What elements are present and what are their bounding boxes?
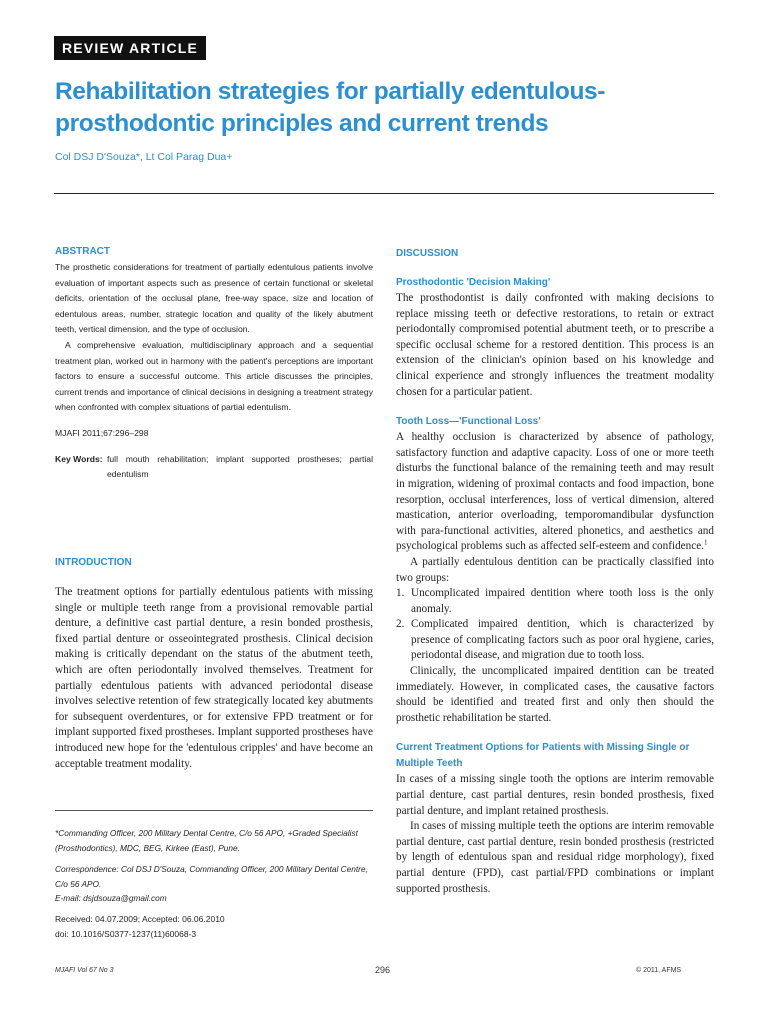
list-item: [396, 617, 714, 664]
email-note: E-mail: dsjdsouza@gmail.com: [55, 893, 167, 904]
abstract-section: [55, 246, 373, 483]
correspondence-note: Correspondence: Col DSJ D'Souza, Commanding Officer, 200 Military Dental Centre, C/o 56 APO.: [55, 864, 368, 889]
introduction-paragraph: The treatment options for partially edentulous patients with missing single or multiple teeth range from a provisional removable partial denture, a definitive cast partial denture, a resin bonded prosthesis, fixed partial denture or osseointegrated prosthesis. Clinical decision making is critically dependant on the status of the abutment teeth, which are often periodontally involved themselves. Treatment for partially edentulous patients with advanced periodontal disease involves selective retention of few strategically located key abutments for subsequent overdentures, or for extensive FPD treatment or for implant supported fixed prostheses. Implant supported prostheses have introduced new hope for the 'edentulous cripples' and have become an acceptable treatment modality.: [55, 586, 373, 770]
list-text: Uncomplicated impaired dentition where tooth loss is the only anomaly.: [411, 587, 714, 615]
subheading-decision-making: Prosthodontic 'Decision Making': [396, 277, 551, 288]
article-title: Rehabilitation strategies for partially edentulous-prosthodontic principles and current trends: [55, 78, 606, 137]
page-number: 296: [375, 965, 391, 975]
citation: MJAFI 2011;67:296–298: [55, 427, 149, 438]
discussion-section: [396, 248, 714, 897]
footnote-divider: [55, 810, 373, 811]
affiliation-note: *Commanding Officer, 200 Military Dental Centre, C/o 56 APO, +Graded Specialist (Prosthodontics), MDC, BEG, Kirkee (East), Pune.: [55, 828, 358, 853]
article-type-badge: REVIEW ARTICLE: [54, 36, 206, 60]
keywords-label: Key Words:: [55, 453, 103, 464]
doi: doi: 10.1016/S0377-1237(11)60068-3: [55, 928, 197, 939]
footnotes: [55, 826, 373, 941]
introduction-heading: INTRODUCTION: [55, 557, 132, 568]
title-divider: [54, 193, 714, 194]
list-item: [396, 586, 714, 617]
keywords-text: full mouth rehabilitation; implant supported prostheses; partial edentulism: [107, 453, 373, 480]
keywords: [55, 452, 373, 483]
tooth-loss-text: A healthy occlusion is characterized by absence of pathology, satisfactory function and adaptive capacity. Loss of one or more teeth disturbs the functional balance of the remaining teeth and may result in migration, widening of proximal contacts and food impaction, bone resorption, occlusal interferences, loss of vertical dimension, altered mastication, anterior overloading, temporomandibular dysfunction with para-functional activities, altered phonetics, and aesthetics and psychological problems such as affected self-esteem and confidence.: [396, 431, 714, 553]
footer-journal: MJAFI Vol 67 No 3: [55, 967, 114, 974]
classification-list: [396, 586, 714, 664]
decision-making-paragraph: The prosthodontist is daily confronted with making decisions to replace missing teeth or defective restorations, to retain or extract periodontally compromised potential abutment teeth, or to prescribe a specific occlusal scheme for a restored dentition. This process is an extension of the clinician's opinion based on his knowledge and clinical experience and strongly influences the treatment modality chosen for a particular patient.: [396, 292, 714, 398]
footer-copyright: © 2011, AFMS: [636, 967, 682, 974]
subheading-tooth-loss: Tooth Loss—'Functional Loss': [396, 416, 541, 428]
subheading-treatment-options: Current Treatment Options for Patients with Missing Single or Multiple Teeth: [396, 742, 690, 770]
author-line: Col DSJ D'Souza*, Lt Col Parag Dua+: [55, 151, 233, 163]
received-accepted: Received: 04.07.2009; Accepted: 06.06.2010: [55, 913, 225, 924]
abstract-paragraph-1: The prosthetic considerations for treatment of partially edentulous patients involve evaluation of important aspects such as presence of certain functional or skeletal deficits, orientation of the occlusal plane, free-way space, size and location of edentulous areas, number, strategic location and quality of the likely abutment teeth, vertical dimension, and the type of occlusion.: [55, 262, 373, 335]
list-number: 2.: [396, 618, 405, 631]
reference-marker: 1: [703, 538, 708, 547]
clinical-paragraph: Clinically, the uncomplicated impaired dentition can be treated immediately. However, in complicated cases, the causative factors should be identified and treated first and only then should the prosthetic rehabilitation be started.: [396, 665, 714, 724]
multiple-teeth-paragraph: In cases of missing multiple teeth the options are interim removable partial denture, cast partial denture, resin bonded prosthesis (restricted by length of edentulous span and residual ridge morphology), fixed partial denture (FPD), cast partial/FPD combinations or implant supported prosthesis.: [396, 820, 714, 895]
abstract-paragraph-2: A comprehensive evaluation, multidisciplinary approach and a sequential treatment plan, worked out in harmony with the patient's perceptions are important factors to ensure a successful outcome. This article discusses the principles, current trends and importance of clinical decisions in designing a treatment strategy when confronted with complex situations of partial edentulism.: [55, 339, 373, 413]
single-tooth-paragraph: In cases of a missing single tooth the options are interim removable partial denture, cast partial dentures, resin bonded prosthesis, fixed partial denture, and implant retained prosthesis.: [396, 773, 714, 817]
abstract-heading: ABSTRACT: [55, 246, 110, 257]
list-number: 1.: [396, 587, 405, 600]
list-text: Complicated impaired dentition, which is characterized by presence of complicating factors such as poor oral hygiene, caries, periodontal disease, and migration due to tooth loss.: [411, 618, 714, 662]
tooth-loss-paragraph: [396, 430, 714, 555]
classification-intro: A partially edentulous dentition can be practically classified into two groups:: [396, 555, 714, 584]
discussion-heading: DISCUSSION: [396, 248, 459, 259]
introduction-section: [55, 557, 373, 772]
